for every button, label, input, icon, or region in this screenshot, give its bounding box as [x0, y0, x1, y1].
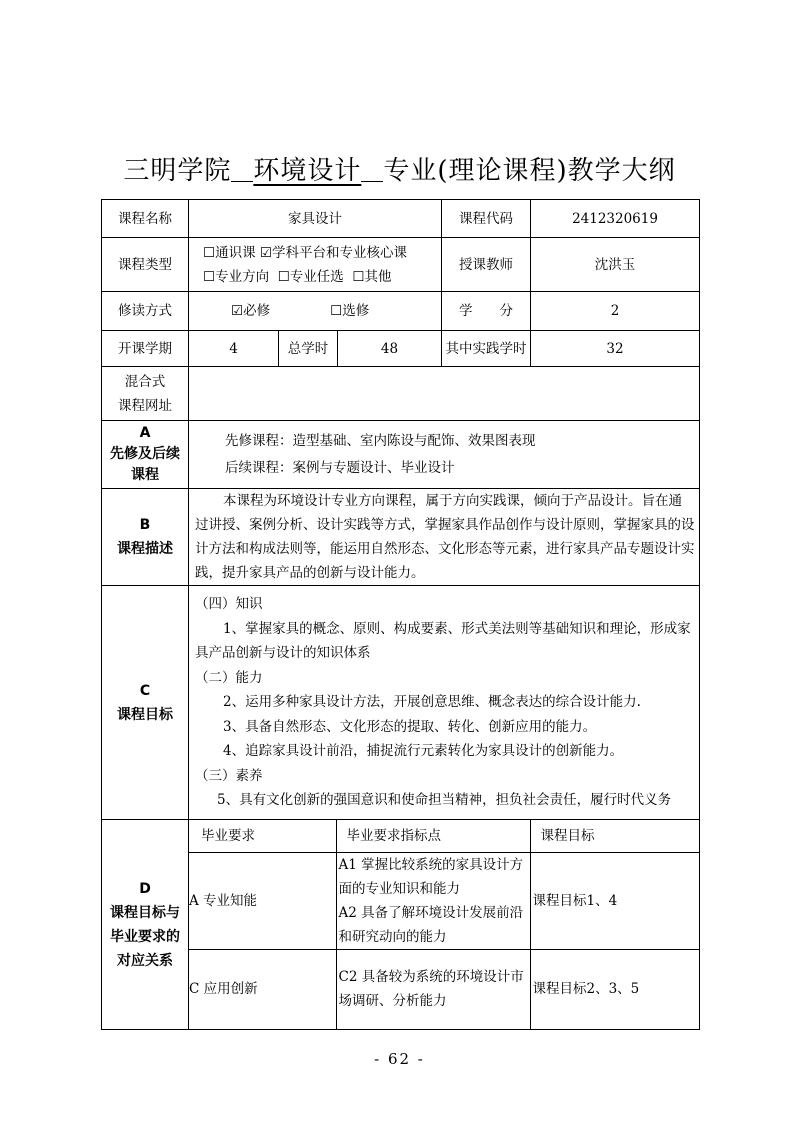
mapping-requirement: A 专业知能: [189, 852, 336, 949]
mapping-table: [189, 820, 699, 1029]
indicator-a2: A2 具备了解环境设计发展前沿和研究动向的能力: [338, 904, 524, 945]
section-d-title-line1: 课程目标与: [110, 904, 180, 921]
total-hours-value: 48: [338, 331, 442, 367]
mapping-row: [189, 852, 699, 949]
option-core[interactable]: ☑学科平台和专业核心课: [259, 244, 408, 261]
course-name-value: 家具设计: [189, 200, 442, 238]
mapping-goal: 课程目标1、4: [530, 852, 699, 949]
credit-value: 2: [531, 292, 700, 331]
section-d: [102, 820, 700, 1030]
section-c-letter: C: [139, 682, 151, 699]
section-a-content: [189, 421, 700, 489]
subsequent-courses: 后续课程：案例与专题设计、毕业设计: [225, 459, 455, 476]
option-selective[interactable]: ☐专业任选: [277, 268, 344, 285]
row-course-type: [102, 238, 700, 292]
option-other[interactable]: ☐其他: [352, 268, 392, 285]
section-a: [102, 421, 700, 489]
page-number: - 62 -: [374, 1050, 425, 1068]
semester-value: 4: [189, 331, 279, 367]
section-a-label: [102, 421, 189, 489]
goal-2: 2、运用多种家具设计方法，开展创意思维、概念表达的综合设计能力.: [223, 694, 641, 711]
mapping-header-row: [189, 820, 699, 852]
teacher-label: 授课教师: [442, 238, 531, 292]
total-hours-label: 总学时: [279, 331, 338, 367]
section-a-letter: A: [139, 425, 151, 441]
section-d-title-line2: 毕业要求的: [110, 928, 180, 945]
syllabus-table: [101, 199, 700, 1030]
course-url-label-line2: 课程网址: [118, 397, 172, 414]
course-description: 本课程为环境设计专业方向课程，属于方向实践课，倾向于产品设计。旨在通过讲授、案例分析、设计实践等方式，掌握家具作品创作与设计原则，掌握家具的设计方法和构成法则等，能运用自然形态、文化形态等元素，进行家具产品专题设计实践，提升家具产品的创新与设计能力。: [195, 493, 695, 581]
practice-hours-label: 其中实践学时: [442, 331, 531, 367]
indicator-a1: A1 掌握比较系统的家具设计方面的专业知识和能力: [338, 856, 524, 897]
option-required[interactable]: ☑必修: [231, 303, 271, 319]
section-c-label: [102, 586, 189, 820]
course-code-value: 2412320619: [531, 200, 700, 238]
title-suffix: 专业(理论课程)教学大纲: [383, 156, 676, 186]
goal-4: 4、追踪家具设计前沿，捕捉流行元素转化为家具设计的创新能力。: [223, 743, 624, 760]
teacher-value: 沈洪玉: [531, 238, 700, 292]
section-c-content: [189, 586, 700, 820]
section-b: [102, 489, 700, 586]
course-type-options: [189, 238, 442, 292]
row-semester: [102, 331, 700, 367]
indicator-c2: C2 具备较为系统的环境设计市场调研、分析能力: [336, 949, 530, 1029]
row-study-mode: [102, 292, 700, 331]
mapping-header-requirement: 毕业要求: [189, 820, 336, 852]
option-elective[interactable]: ☐选修: [330, 303, 370, 319]
section-d-title-line3: 对应关系: [117, 952, 173, 969]
row-course-url: [102, 367, 700, 421]
title-blank-left: [231, 180, 253, 182]
course-url-value: [189, 367, 700, 421]
section-a-title: 先修及后续课程: [110, 446, 180, 483]
mapping-header-goal: 课程目标: [530, 820, 699, 852]
course-url-label-line1: 混合式: [124, 373, 166, 390]
section-c: [102, 586, 700, 820]
course-type-label: 课程类型: [102, 238, 189, 292]
section-d-label: [102, 820, 189, 1030]
mapping-header-indicator: 毕业要求指标点: [336, 820, 530, 852]
goal-heading-literacy: （三）素养: [195, 767, 263, 784]
mapping-cell: [189, 820, 700, 1030]
section-b-content: [189, 489, 700, 586]
title-prefix: 三明学院: [123, 156, 232, 186]
semester-label: 开课学期: [102, 331, 189, 367]
section-c-title: 课程目标: [117, 706, 173, 723]
goal-heading-knowledge: （四）知识: [195, 596, 263, 613]
practice-hours-value: 32: [531, 331, 700, 367]
study-mode-options: [189, 292, 442, 331]
goal-3: 3、具备自然形态、文化形态的提取、转化、创新应用的能力。: [223, 718, 597, 735]
section-b-title: 课程描述: [117, 541, 173, 557]
title-major: 环境设计: [253, 156, 362, 186]
section-b-label: [102, 489, 189, 586]
mapping-goal: 课程目标2、3、5: [530, 949, 699, 1029]
mapping-indicators: [336, 852, 530, 949]
mapping-row: [189, 949, 699, 1029]
goal-heading-ability: （二）能力: [195, 669, 263, 686]
prerequisite-courses: 先修课程：造型基础、室内陈设与配饰、效果图表现: [225, 432, 536, 449]
page-title: [0, 150, 799, 187]
section-d-letter: D: [139, 880, 151, 897]
option-general[interactable]: ☐通识课: [203, 244, 256, 261]
section-b-letter: B: [139, 517, 151, 533]
course-code-label: 课程代码: [442, 200, 531, 238]
course-name-label: 课程名称: [102, 200, 189, 238]
option-direction[interactable]: ☐专业方向: [203, 268, 270, 285]
mapping-requirement: C 应用创新: [189, 949, 336, 1029]
goal-5: 5、具有文化创新的强国意识和使命担当精神，担负社会责任，履行时代义务: [217, 792, 672, 809]
row-course-name: [102, 200, 700, 238]
credit-label: 学 分: [442, 292, 531, 331]
course-url-label: [102, 367, 189, 421]
study-mode-label: 修读方式: [102, 292, 189, 331]
goal-1: 1、掌握家具的概念、原则、构成要素、形式美法则等基础知识和理论，形成家具产品创新与设计的知识体系: [195, 620, 691, 662]
title-blank-right: [361, 180, 383, 182]
